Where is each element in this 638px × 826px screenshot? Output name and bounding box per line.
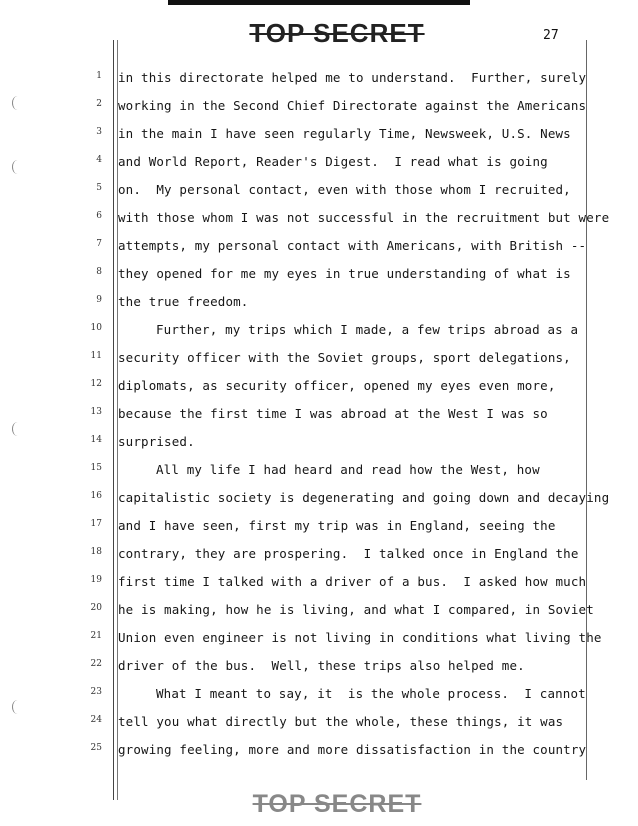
transcript-line: driver of the bus. Well, these trips also helped me. — [118, 658, 525, 673]
line-number: 12 — [90, 379, 102, 389]
line-number: 7 — [96, 239, 102, 249]
transcript-line: security officer with the Soviet groups, sport delegations, — [118, 350, 571, 365]
line-number: 17 — [90, 519, 102, 529]
line-number: 14 — [90, 435, 102, 445]
line-number: 10 — [90, 323, 102, 333]
transcript-line: and World Report, Reader's Digest. I read what is going — [118, 154, 548, 169]
top-secret-stamp-header: TOP SECRET — [249, 18, 425, 48]
transcript-line: growing feeling, more and more dissatisfaction in the country — [118, 742, 587, 757]
transcript-line: attempts, my personal contact with Americans, with British -- — [118, 238, 587, 253]
line-number: 3 — [96, 127, 102, 137]
transcript-line: and I have seen, first my trip was in England, seeing the — [118, 518, 556, 533]
top-edge-bar — [168, 0, 470, 5]
line-number: 9 — [96, 295, 102, 305]
transcript-line: What I meant to say, it is the whole process. I cannot — [156, 686, 586, 701]
punch-hole-mark — [12, 160, 23, 174]
punch-hole-mark — [12, 700, 23, 714]
transcript-line: capitalistic society is degenerating and going down and decaying — [118, 490, 610, 505]
line-number: 25 — [90, 743, 102, 753]
transcript-line: All my life I had heard and read how the West, how — [156, 462, 540, 477]
transcript-line: he is making, how he is living, and what I compared, in Soviet — [118, 602, 594, 617]
line-number: 23 — [90, 687, 102, 697]
transcript-line: in this directorate helped me to understand. Further, surely — [118, 70, 587, 85]
line-number: 2 — [96, 99, 102, 109]
line-number: 21 — [90, 631, 102, 641]
page-number: 27 — [543, 28, 559, 43]
transcript-line: tell you what directly but the whole, these things, it was — [118, 714, 564, 729]
transcript-line: they opened for me my eyes in true understanding of what is — [118, 266, 571, 281]
line-number: 15 — [90, 463, 102, 473]
top-secret-stamp-footer: TOP SECRET — [252, 790, 422, 818]
transcript-line: the true freedom. — [118, 294, 249, 309]
punch-hole-mark — [12, 96, 23, 110]
right-margin-rule — [586, 40, 587, 780]
line-number: 11 — [90, 351, 102, 361]
transcript-line: because the first time I was abroad at the West I was so — [118, 406, 548, 421]
transcript-line: diplomats, as security officer, opened my eyes even more, — [118, 378, 556, 393]
line-number: 13 — [90, 407, 102, 417]
transcript-line: contrary, they are prospering. I talked once in England the — [118, 546, 579, 561]
line-number: 16 — [90, 491, 102, 501]
line-number: 18 — [90, 547, 102, 557]
line-number: 6 — [96, 211, 102, 221]
punch-hole-mark — [12, 422, 23, 436]
transcript-line: with those whom I was not successful in the recruitment but were — [118, 210, 610, 225]
transcript-line: first time I talked with a driver of a bus. I asked how much — [118, 574, 587, 589]
line-number: 1 — [96, 71, 102, 81]
line-number: 20 — [90, 603, 102, 613]
line-number: 5 — [96, 183, 102, 193]
line-number: 19 — [90, 575, 102, 585]
line-number: 24 — [90, 715, 102, 725]
line-number: 4 — [96, 155, 102, 165]
transcript-line: Union even engineer is not living in conditions what living the — [118, 630, 602, 645]
line-number: 8 — [96, 267, 102, 277]
transcript-line: in the main I have seen regularly Time, Newsweek, U.S. News — [118, 126, 571, 141]
transcript-line: Further, my trips which I made, a few trips abroad as a — [156, 322, 579, 337]
transcript-line: on. My personal contact, even with those whom I recruited, — [118, 182, 571, 197]
transcript-line: surprised. — [118, 434, 195, 449]
transcript-line: working in the Second Chief Directorate against the Americans — [118, 98, 587, 113]
line-number: 22 — [90, 659, 102, 669]
